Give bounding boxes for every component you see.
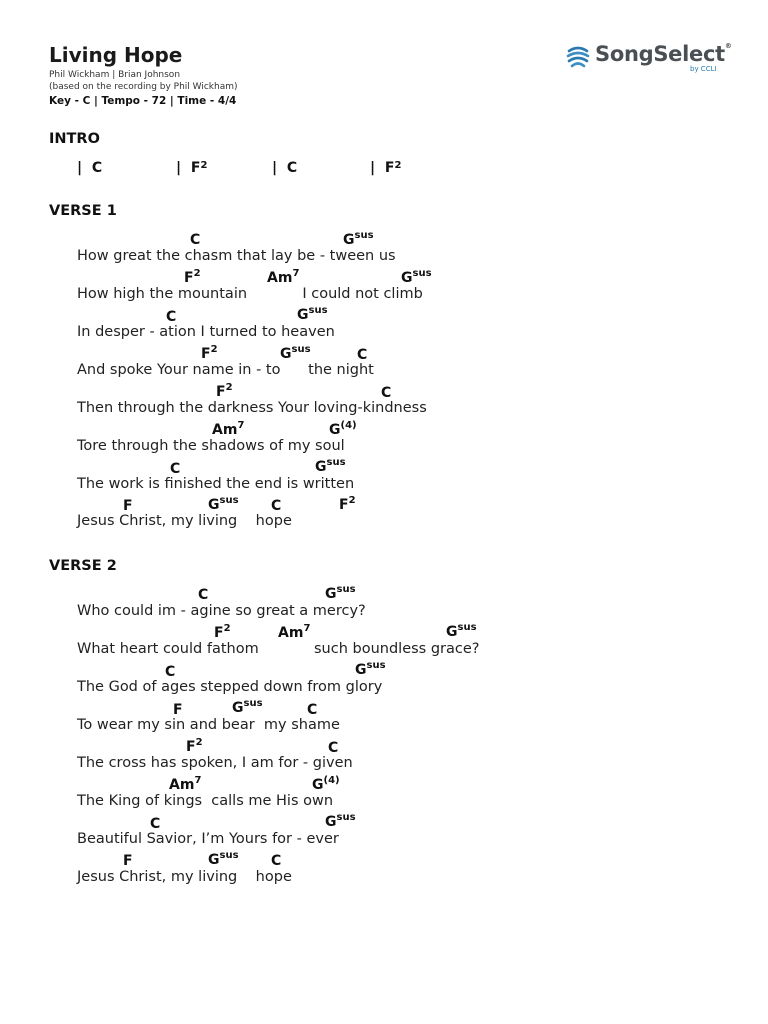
chord: $G^{sus}$ [446, 622, 477, 640]
song-authors: Phil Wickham | Brian Johnson [49, 70, 181, 80]
lyric-line: Jesus Christ, my living hope [77, 513, 292, 529]
intro-bar: | C [77, 160, 103, 176]
chord: F [173, 702, 183, 718]
chord: $G^{sus}$ [325, 812, 356, 830]
chord: C [381, 385, 392, 401]
chord: F [123, 498, 133, 514]
intro-bar: | $F^2$ [370, 160, 402, 176]
chord: $G^{sus}$ [297, 305, 328, 323]
intro-bar: | $F^2$ [176, 160, 208, 176]
lyric-line: Jesus Christ, my living hope [77, 869, 292, 885]
chord: Am$^7$ [267, 268, 300, 286]
chord: $G^{sus}$ [401, 268, 432, 286]
lyric-line: How high the mountain I could not climb [77, 286, 423, 302]
chord: $G^{sus}$ [208, 495, 239, 513]
chord: $F^2$ [339, 495, 356, 513]
chord: C [198, 587, 209, 603]
lyric-line: To wear my sin and bear my shame [77, 717, 340, 733]
chord: $G^{(4)}$ [329, 420, 357, 438]
lyric-line: How great the chasm that lay be - tween us [77, 248, 396, 264]
song-meta: Key - C | Tempo - 72 | Time - 4/4 [49, 95, 237, 107]
chord: $F^2$ [201, 344, 218, 362]
chord: Am$^7$ [278, 623, 311, 641]
chord: C [328, 740, 339, 756]
songselect-wordmark: SongSelect® [595, 42, 732, 66]
chord: C [166, 309, 177, 325]
chord: C [170, 461, 181, 477]
chord: F [123, 853, 133, 869]
lyric-line: And spoke Your name in - to the night [77, 362, 374, 378]
chord: $G^{sus}$ [355, 660, 386, 678]
chord: $F^2$ [186, 737, 203, 755]
chord: Am$^7$ [169, 775, 202, 793]
songselect-logo [565, 42, 732, 76]
chord: $G^{sus}$ [315, 457, 346, 475]
chord: $F^2$ [214, 623, 231, 641]
lyric-line: Then through the darkness Your loving-kindness [77, 400, 427, 416]
chord: C [357, 347, 368, 363]
chord: $G^{sus}$ [280, 344, 311, 362]
lyric-line: Tore through the shadows of my soul [77, 438, 345, 454]
chord: C [271, 853, 282, 869]
lyric-line: The work is finished the end is written [77, 476, 355, 492]
lyric-line: What heart could fathom such boundless grace? [77, 641, 480, 657]
chord: $G^{sus}$ [208, 850, 239, 868]
lyric-line: The King of kings calls me His own [77, 793, 334, 809]
song-title: Living Hope [49, 43, 183, 67]
chord: $F^2$ [184, 268, 201, 286]
lyric-line: The cross has spoken, I am for - given [77, 755, 353, 771]
chord: $G^{sus}$ [232, 698, 263, 716]
chord: $F^2$ [216, 382, 233, 400]
intro-heading: INTRO [49, 131, 100, 147]
lyric-line: Beautiful Savior, I’m Yours for - ever [77, 831, 339, 847]
chord: C [307, 702, 318, 718]
chord: Am$^7$ [212, 420, 245, 438]
lyric-line: In desper - ation I turned to heaven [77, 324, 335, 340]
chord: $G^{sus}$ [325, 584, 356, 602]
verse1-heading: VERSE 1 [49, 203, 117, 219]
chord: C [150, 816, 161, 832]
chord: $G^{sus}$ [343, 230, 374, 248]
recording-credit: (based on the recording by Phil Wickham) [49, 82, 238, 92]
verse2-heading: VERSE 2 [49, 558, 117, 574]
intro-bar: | C [272, 160, 298, 176]
lyric-line: Who could im - agine so great a mercy? [77, 603, 366, 619]
ccli-label: by CCLI [690, 65, 717, 73]
songselect-icon [565, 43, 591, 69]
chord: C [271, 498, 282, 514]
chord: $G^{(4)}$ [312, 775, 340, 793]
chord: C [190, 232, 201, 248]
chord: C [165, 664, 176, 680]
lyric-line: The God of ages stepped down from glory [77, 679, 383, 695]
